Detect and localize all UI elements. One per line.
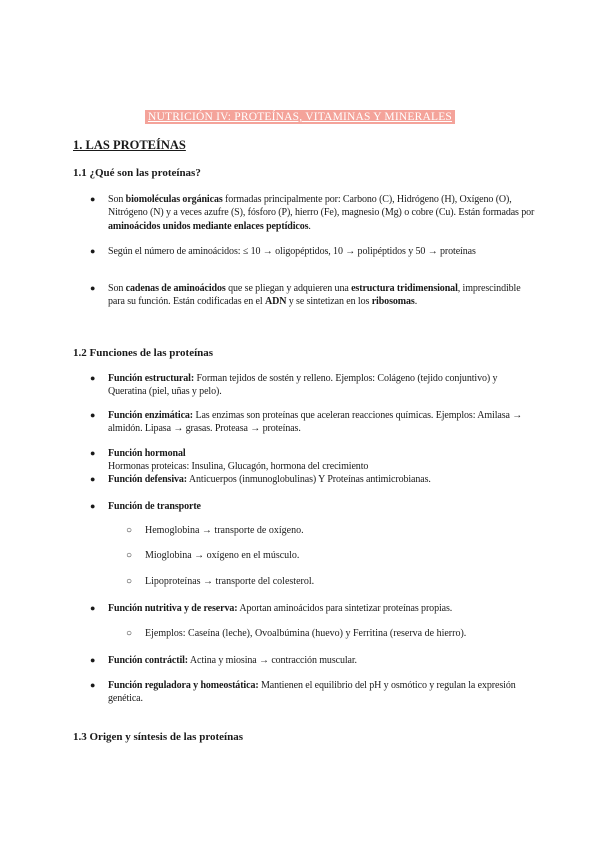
list-item-continuation: Hormonas proteicas: Insulina, Glucagón, hormona del crecimiento [108,461,369,472]
title-wrap [0,107,600,125]
list-item: Función reguladora y homeostática: Mantienen el equilibrio del pH y osmótico y regulan la expresión genética. [108,680,516,705]
bullet-icon: ● [90,246,96,256]
list-item: Son biomoléculas orgánicas formadas principalmente por: Carbono (C), Hidrógeno (H), Oxígeno (O), Nitrógeno (N) y a veces azufre (S), fósforo (P), hierro (Fe), magnesio (Mg) o cobre (Cu). Están formadas por aminoácidos unidos mediante enlaces peptídicos. [108,194,535,232]
section-heading-proteins: 1. LAS PROTEÍNAS [73,138,186,152]
sub-bullet-icon: ○ [126,628,133,639]
list-item: Función nutritiva y de reserva: Aportan aminoácidos para sintetizar proteínas propias. [108,603,453,614]
bullet-icon: ● [90,194,96,204]
list-item: Función contráctil: Actina y miosina → contracción muscular. [108,655,357,666]
bullet-icon: ● [90,283,96,293]
bullet-icon: ● [90,603,96,613]
sub-list-item: Ejemplos: Caseína (leche), Ovoalbúmina (huevo) y Ferritina (reserva de hierro). [145,628,467,639]
sub-bullet-icon: ○ [126,576,133,587]
subsection-heading-what-are: 1.1 ¿Qué son las proteínas? [73,167,201,179]
subsection-heading-functions: 1.2 Funciones de las proteínas [73,347,214,359]
list-item: Según el número de aminoácidos: ≤ 10 → oligopéptidos, 10 → polipéptidos y 50 → proteínas [108,246,476,257]
document-title: NUTRICIÓN IV: PROTEÍNAS, VITAMINAS Y MINERALES [145,110,455,124]
bullet-icon: ● [90,410,96,420]
list-item: Función de transporte [108,501,201,512]
bullet-icon: ● [90,501,96,511]
list-item: Son cadenas de aminoácidos que se pliegan y adquieren una estructura tridimensional, imprescindible para su función. Están codificadas en el ADN y se sintetizan en los ribosomas. [108,283,521,308]
sub-bullet-icon: ○ [126,525,133,536]
list-item: Función enzimática: Las enzimas son proteínas que aceleran reacciones químicas. Ejemplos: Amilasa → almidón. Lipasa → grasas. Proteasa → proteínas. [108,410,523,435]
sub-list-item: Hemoglobina → transporte de oxígeno. [145,525,304,536]
sub-list-item: Lipoproteínas → transporte del colesterol. [145,576,315,587]
list-item: Función defensiva: Anticuerpos (inmunoglobulinas) Y Proteínas antimicrobianas. [108,474,431,485]
sub-bullet-icon: ○ [126,550,133,561]
subsection-heading-origin: 1.3 Origen y síntesis de las proteínas [73,731,244,743]
bullet-icon: ● [90,680,96,690]
bullet-icon: ● [90,474,96,484]
list-item: Función hormonal [108,448,186,459]
list-item: Función estructural: Forman tejidos de sostén y relleno. Ejemplos: Colágeno (tejido conjuntivo) y Queratina (piel, uñas y pelo). [108,373,498,398]
bullet-icon: ● [90,373,96,383]
bullet-icon: ● [90,655,96,665]
bullet-icon: ● [90,448,96,458]
sub-list-item: Mioglobina → oxígeno en el músculo. [145,550,300,561]
